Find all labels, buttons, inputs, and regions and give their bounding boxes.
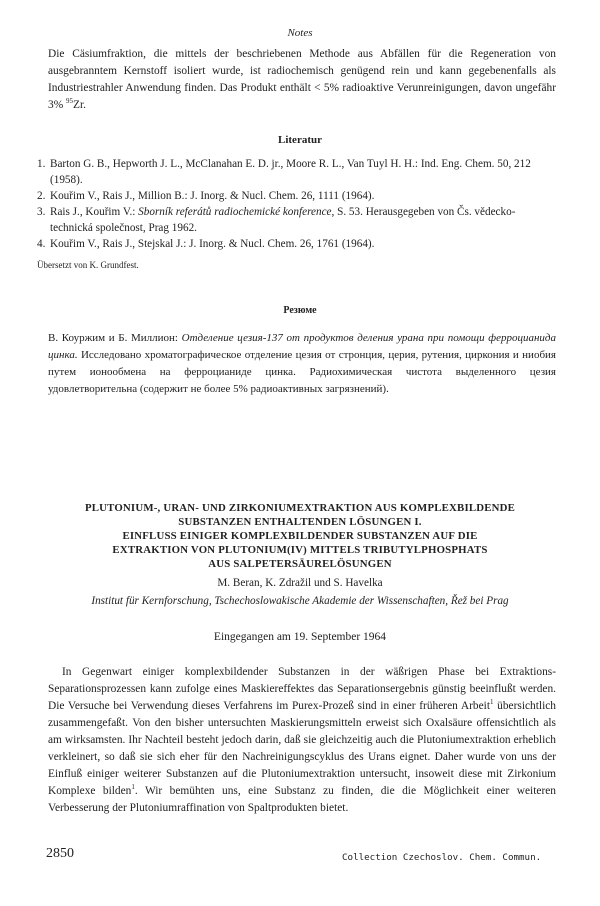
article-title-line: AUS SALPETERSÄURELÖSUNGEN <box>208 558 392 570</box>
body-text: übersichtlich zusammengefaßt. Von den bisher untersuchten Maskierungsmitteln erweist sich Oxalsäure offensichtlich als am wirksamsten. Ihr Nachteil besteht jedoch darin, daß sie gleichzeitig auch die Plutoniumextraktion erheblich verkleinert, so daß sie sich eher für den Nachreinigungscyklus des Urans eignet. Daher wurde von uns der Einfluß einiger weiterer Substanzen auf die Plutoniumextraktion untersucht, insoweit diese mit Zirkonium Komplexe bilden <box>48 700 556 797</box>
reference-number: 1. <box>37 158 46 170</box>
resume-body: Исследовано хроматографическое отделение цезия от стронция, церия, рутения, циркония и ниобия путем ионообмена на ферроцианиде цинка. Радиохимическая чистота выделенного цезия удовлетворительна (содержит не более 5% радиоактивных загрязнений). <box>48 349 556 395</box>
article-authors: M. Beran, K. Zdražil und S. Havelka <box>217 577 383 589</box>
page-number: 2850 <box>46 846 74 861</box>
isotope-mass-number: 95 <box>66 97 74 106</box>
article-title-line: EXTRAKTION VON PLUTONIUM(IV) MITTELS TRIBUTYLPHOSPHATS <box>112 544 488 556</box>
translator-note: Übersetzt von K. Grundfest. <box>37 260 139 270</box>
reference-item <box>37 156 557 188</box>
reference-source-title: Sborník referátů radiochemické konference <box>138 206 332 218</box>
reference-item <box>37 236 557 252</box>
reference-number: 2. <box>37 190 46 202</box>
article-title-line: EINFLUSS EINIGER KOMPLEXBILDENDER SUBSTANZEN AUF DIE <box>122 530 478 542</box>
reference-authors: Rais J., Kouřim V.: <box>50 206 139 218</box>
citation-marker: 1 <box>131 783 135 792</box>
running-head: Notes <box>287 27 313 39</box>
isotope-symbol: Zr. <box>73 99 87 111</box>
resume-heading: Резюме <box>283 305 317 316</box>
resume-article-title: Отделение цезия-137 от продуктов деления урана при помощи ферроцианида цинка. <box>48 332 556 361</box>
citation-marker: 1 <box>489 698 494 707</box>
body-text: In Gegenwart einiger komplexbildender Substanzen in der wäßrigen Phase bei Extraktions-Separationsprozessen kann zufolge eines Maskiereffektes das Separationsergebnis günstig beeinflußt werden. Die Versuche bei Verwendung dieses Verfahrens im Purex-Prozeß sind in einer früheren Arbeit <box>48 666 556 712</box>
reference-item <box>37 204 557 236</box>
reference-text: Kouřim V., Rais J., Million B.: J. Inorg. & Nucl. Chem. 26, 1111 (1964). <box>50 190 375 202</box>
reference-text <box>50 204 557 236</box>
journal-name: Collection Czechoslov. Chem. Commun. <box>342 852 542 863</box>
reference-number: 3. <box>37 206 46 218</box>
reference-text: Barton G. B., Hepworth J. L., McClanahan E. D. jr., Moore R. L., Van Tuyl H. H.: Ind. Eng. Chem. 50, 212 (1958). <box>50 158 531 186</box>
article-institute: Institut für Kernforschung, Tschechoslowakische Akademie der Wissenschaften, Řež bei Prag <box>91 595 509 607</box>
reference-list <box>37 156 557 252</box>
literatur-heading: Literatur <box>278 134 322 146</box>
resume-paragraph <box>48 330 556 398</box>
reference-number: 4. <box>37 238 46 250</box>
intro-paragraph <box>48 46 556 114</box>
resume-authors: В. Коуржим и Б. Миллион: <box>48 332 182 344</box>
reference-item <box>37 188 557 204</box>
article-title-line: PLUTONIUM-, URAN- UND ZIRKONIUMEXTRAKTION AUS KOMPLEXBILDENDE <box>84 502 516 514</box>
intro-text: Die Cäsiumfraktion, die mittels der beschriebenen Methode aus Abfällen für die Regeneration von ausgebranntem Kernstoff isoliert wurde, ist radiochemisch genügend rein und kann gegebenenfalls als Industriestrahler Anwendung finden. Das Produkt enthält < 5% radioaktive Verunreinigungen, davon ungefähr 3% <box>48 48 556 111</box>
article-title-line: SUBSTANZEN ENTHALTENDEN LÖSUNGEN I. <box>178 516 422 528</box>
body-text: . Wir bemühten uns, eine Substanz zu finden, die die Möglichkeit einer weiteren Verbesserung der Plutoniumraffination von Spaltprodukten bietet. <box>48 785 556 814</box>
reference-details: , S. 53. Herausgegeben von Čs. vědecko-technická společnost, Prag 1962. <box>50 206 516 234</box>
article-title <box>0 501 600 571</box>
reference-text: Kouřim V., Rais J., Stejskal J.: J. Inorg. & Nucl. Chem. 26, 1761 (1964). <box>50 238 375 250</box>
received-date: Eingegangen am 19. September 1964 <box>213 631 387 643</box>
article-body-paragraph <box>48 664 556 817</box>
